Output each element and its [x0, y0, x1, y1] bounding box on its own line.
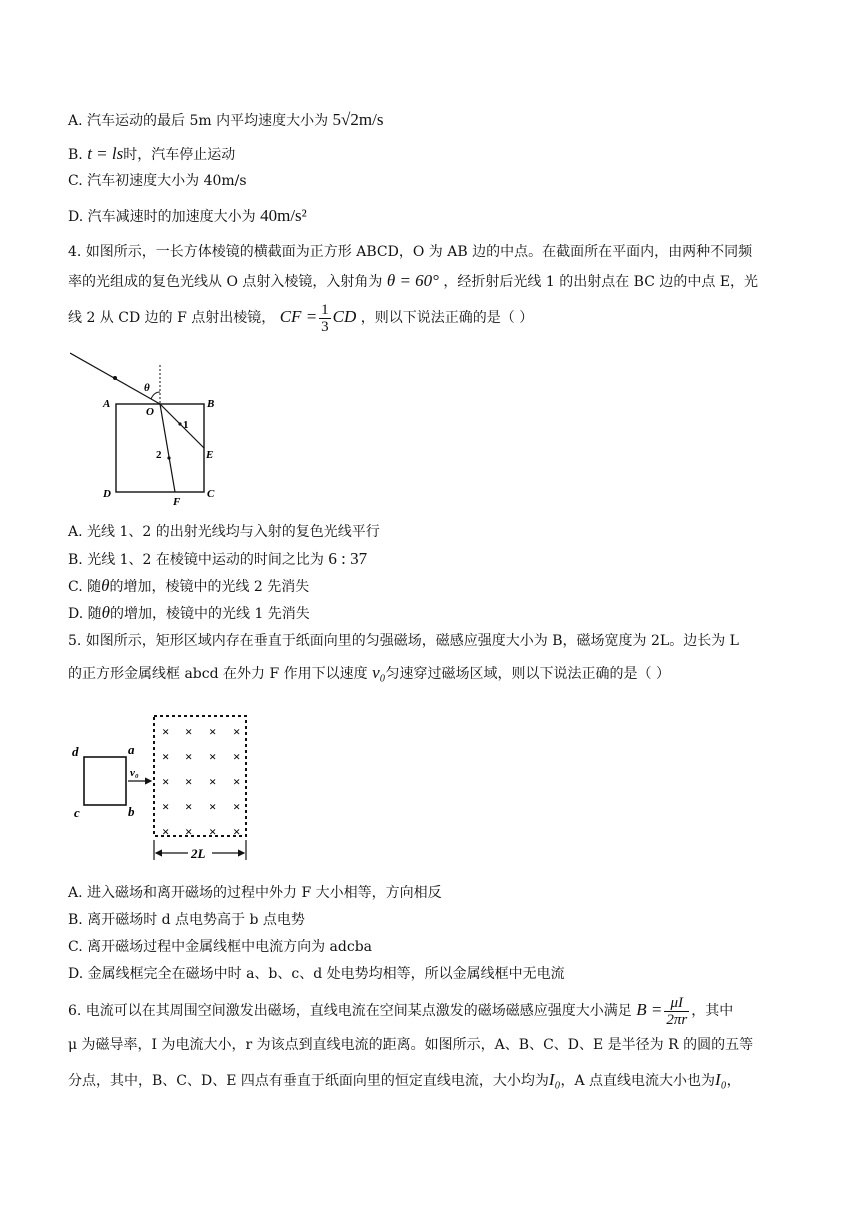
field-crosses: [162, 724, 240, 839]
incident-arrow-dot: [113, 376, 117, 380]
q4-stem-line1: 4. 如图所示，一长方体棱镜的横截面为正方形 ABCD，O 为 AB 边的中点。在截面所在平面内，由两种不同频: [68, 244, 753, 260]
q3-option-b: B. t = ls时，汽车停止运动: [68, 144, 236, 163]
q6-stem-line1: 6. 电流可以在其周围空间激发出磁场，直线电流在空间某点激发的磁场磁感应强度大小满足 B = $\frac{\mu I}{2\pi r}$ ，其中: [68, 994, 734, 1028]
ray-2-arrow: [167, 456, 170, 459]
label-ray-2: 2: [156, 449, 162, 461]
metal-frame: [84, 757, 126, 805]
label-F: F: [173, 496, 181, 508]
field-cross: ×: [185, 799, 193, 814]
q3-b-value: t = ls: [87, 144, 124, 163]
field-cross: ×: [233, 724, 241, 739]
q3-option-d: D. 汽车减速时的加速度大小为 40m/s²: [68, 206, 307, 225]
field-cross: ×: [233, 774, 241, 789]
q5-option-d: D. 金属线框完全在磁场中时 a、b、c、d 处电势均相等，所以金属线框中无电流: [68, 966, 565, 982]
q5-v0: v₀: [372, 663, 386, 682]
q6-stem-line3: 分点，其中，B、C、D、E 四点有垂直于纸面向里的恒定直线电流，大小均为I₀，A 点直线电流大小也为I₀，: [68, 1070, 741, 1089]
q4-option-c: C. 随θ的增加，棱镜中的光线 2 先消失: [68, 576, 310, 595]
field-cross: ×: [209, 774, 217, 789]
q5-option-b: B. 离开磁场时 d 点电势高于 b 点电势: [68, 912, 305, 928]
theta-arc: [151, 392, 160, 399]
label-b: b: [128, 804, 135, 819]
q3-option-c: C. 汽车初速度大小为 40m/s: [68, 173, 247, 189]
field-cross: ×: [233, 799, 241, 814]
field-cross: ×: [185, 774, 193, 789]
field-cross: ×: [209, 824, 217, 839]
label-d: d: [72, 744, 79, 759]
label-O: O: [146, 406, 154, 418]
q6-fraction: $\frac{\mu I}{2\pi r}$: [666, 994, 688, 1028]
field-cross: ×: [185, 724, 193, 739]
q3-option-a: A. 汽车运动的最后 5m 内平均速度大小为 5√2m/s: [68, 110, 384, 129]
field-cross: ×: [162, 774, 170, 789]
q4-stem-line2: 率的光组成的复色光线从 O 点射入棱镜，入射角为 θ = 60° ，经折射后光线 1 的出射点在 BC 边的中点 E，光: [68, 271, 759, 290]
q4-fraction: $\frac{1}{3}$: [321, 301, 329, 335]
q4-angle: θ = 60°: [386, 271, 439, 290]
q3-d-value: 40m/s²: [260, 206, 307, 225]
label-theta: θ: [144, 382, 150, 394]
q5-magnetic-field-figure: [70, 710, 260, 865]
q5-option-c: C. 离开磁场过程中金属线框中电流方向为 adcba: [68, 939, 373, 955]
field-cross: ×: [209, 724, 217, 739]
field-cross: ×: [185, 749, 193, 764]
field-cross: ×: [162, 824, 170, 839]
q6-stem-line2: μ 为磁导率，I 为电流大小，r 为该点到直线电流的距离。如图所示，A、B、C、D、E 是半径为 R 的圆的五等: [68, 1037, 754, 1053]
field-cross: ×: [209, 749, 217, 764]
q5-stem-line2: 的正方形金属线框 abcd 在外力 F 作用下以速度 v₀匀速穿过磁场区域，则以下说法正确的是（ ）: [68, 663, 670, 682]
label-C: C: [207, 488, 215, 500]
label-ray-1: 1: [183, 419, 189, 431]
q4-prism-figure: [70, 345, 230, 510]
q4-option-a: A. 光线 1、2 的出射光线均与入射的复色光线平行: [68, 524, 380, 540]
q4-b-ratio: 6 : 37: [328, 549, 368, 568]
label-A: A: [103, 398, 111, 410]
q4-option-b: B. 光线 1、2 在棱镜中运动的时间之比为 6 : 37: [68, 549, 368, 568]
field-cross: ×: [233, 824, 241, 839]
label-E: E: [206, 449, 214, 461]
field-cross: ×: [209, 799, 217, 814]
q5-stem-line1: 5. 如图所示，矩形区域内存在垂直于纸面向里的匀强磁场，磁感应强度大小为 B，磁场宽度为 2L。边长为 L: [68, 633, 739, 649]
field-cross: ×: [233, 749, 241, 764]
ray-1-arrow: [178, 422, 181, 425]
q4-option-d: D. 随θ的增加，棱镜中的光线 1 先消失: [68, 603, 310, 622]
q5-option-a: A. 进入磁场和离开磁场的过程中外力 F 大小相等，方向相反: [68, 885, 442, 901]
label-D: D: [103, 488, 111, 500]
label-B: B: [207, 398, 215, 410]
field-cross: ×: [162, 724, 170, 739]
label-a: a: [128, 742, 135, 757]
field-cross: ×: [185, 824, 193, 839]
label-c: c: [74, 805, 80, 820]
q3-a-value: 5√2m/s: [332, 110, 384, 129]
label-v0: v₀: [130, 767, 139, 779]
field-cross: ×: [162, 799, 170, 814]
label-2L: 2L: [191, 846, 206, 861]
field-cross: ×: [162, 749, 170, 764]
prism-square: [116, 404, 204, 492]
q4-stem-line3: 线 2 从 CD 边的 F 点射出棱镜， CF = $\frac{1}{3}$ CD ，则以下说法正确的是（ ）: [68, 301, 534, 335]
